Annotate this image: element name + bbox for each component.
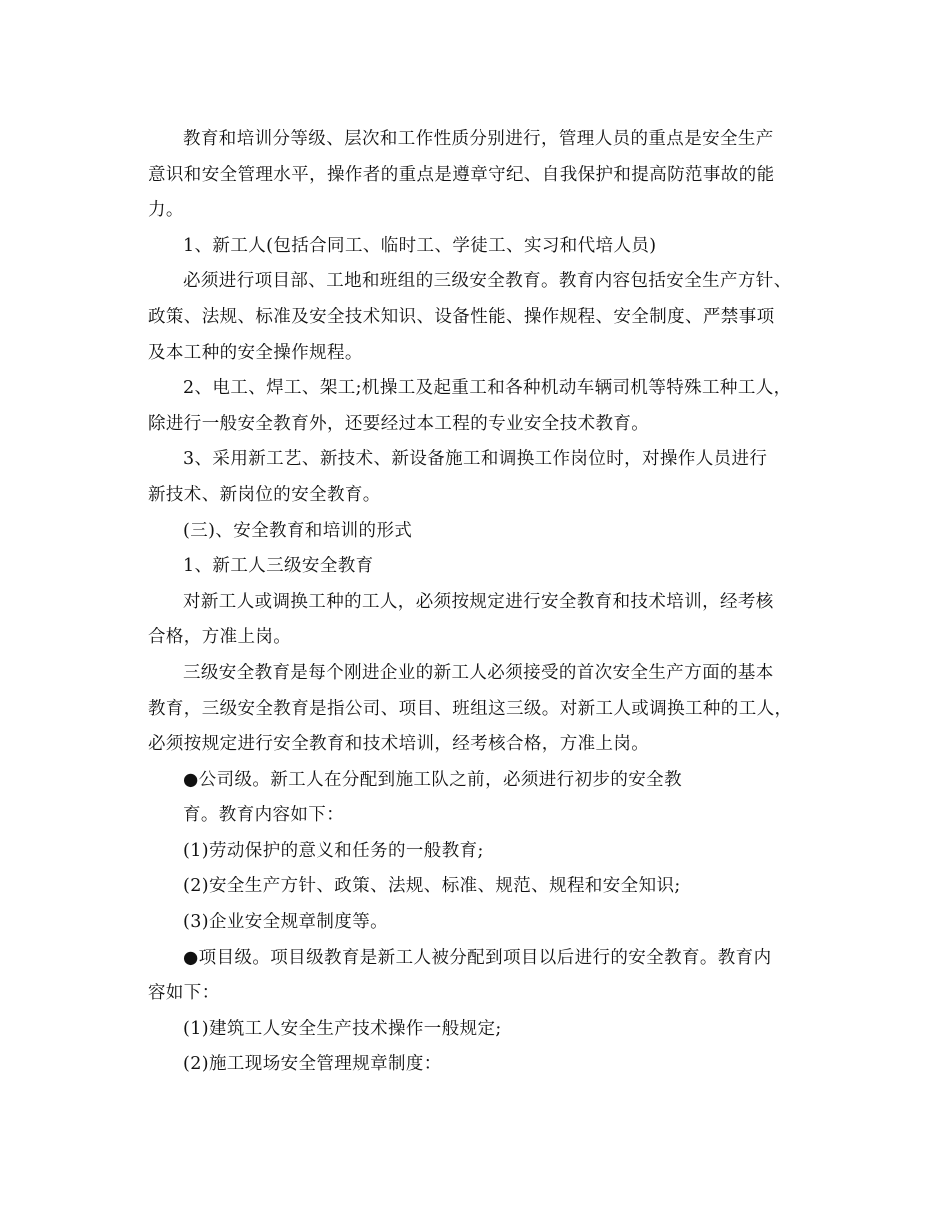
text-line: 育。教育内容如下： (183, 805, 345, 826)
text-line: 2、电工、焊工、架工;机操工及起重工和各种机动车辆司机等特殊工种工人， (183, 378, 792, 399)
text-line: 及本工种的安全操作规程。 (148, 342, 363, 363)
bullet-line: ●公司级。新工人在分配到施工队之前，必须进行初步的安全教 (183, 769, 682, 790)
text-line: 三级安全教育是每个刚进企业的新工人必须接受的首次安全生产方面的基本 (183, 662, 774, 683)
text-line: 教育，三级安全教育是指公司、项目、班组这三级。对新工人或调换工种的工人， (148, 698, 793, 719)
list-item: (2)安全生产方针、政策、法规、标准、规范、规程和安全知识; (183, 876, 681, 897)
document-body (148, 122, 810, 1083)
text-line: 新技术、新岗位的安全教育。 (148, 484, 381, 505)
bullet-line: ●项目级。项目级教育是新工人被分配到项目以后进行的安全教育。教育内 (183, 947, 772, 968)
text-line: 1、新工人(包括合同工、临时工、学徒工、实习和代培人员) (183, 235, 657, 256)
text-line: 3、采用新工艺、新技术、新设备施工和调换工作岗位时，对操作人员进行 (183, 449, 768, 470)
text-line: 必须进行项目部、工地和班组的三级安全教育。教育内容包括安全生产方针、 (183, 271, 792, 292)
text-line: 容如下： (148, 983, 220, 1004)
subsection-heading: 1、新工人三级安全教育 (183, 556, 374, 577)
text-line: 合格，方准上岗。 (148, 627, 292, 648)
text-line: 教育和培训分等级、层次和工作性质分别进行，管理人员的重点是安全生产 (183, 129, 774, 149)
text-line: 必须按规定进行安全教育和技术培训，经考核合格，方准上岗。 (148, 734, 650, 755)
text-line: 对新工人或调换工种的工人，必须按规定进行安全教育和技术培训，经考核 (183, 591, 774, 612)
text-line: 意识和安全管理水平，操作者的重点是遵章守纪、自我保护和提高防范事故的能 (148, 164, 775, 185)
list-item: (3)企业安全规章制度等。 (183, 912, 388, 933)
list-item: (2)施工现场安全管理规章制度： (183, 1054, 442, 1075)
text-line: 力。 (148, 200, 184, 221)
list-item: (1)劳动保护的意义和任务的一般教育; (183, 840, 484, 861)
text-line: 除进行一般安全教育外，还要经过本工程的专业安全技术教育。 (148, 413, 650, 434)
section-heading: (三)、安全教育和培训的形式 (183, 520, 413, 541)
text-line: 政策、法规、标准及安全技术知识、设备性能、操作规程、安全制度、严禁事项 (148, 306, 775, 327)
list-item: (1)建筑工人安全生产技术操作一般规定; (183, 1018, 502, 1039)
